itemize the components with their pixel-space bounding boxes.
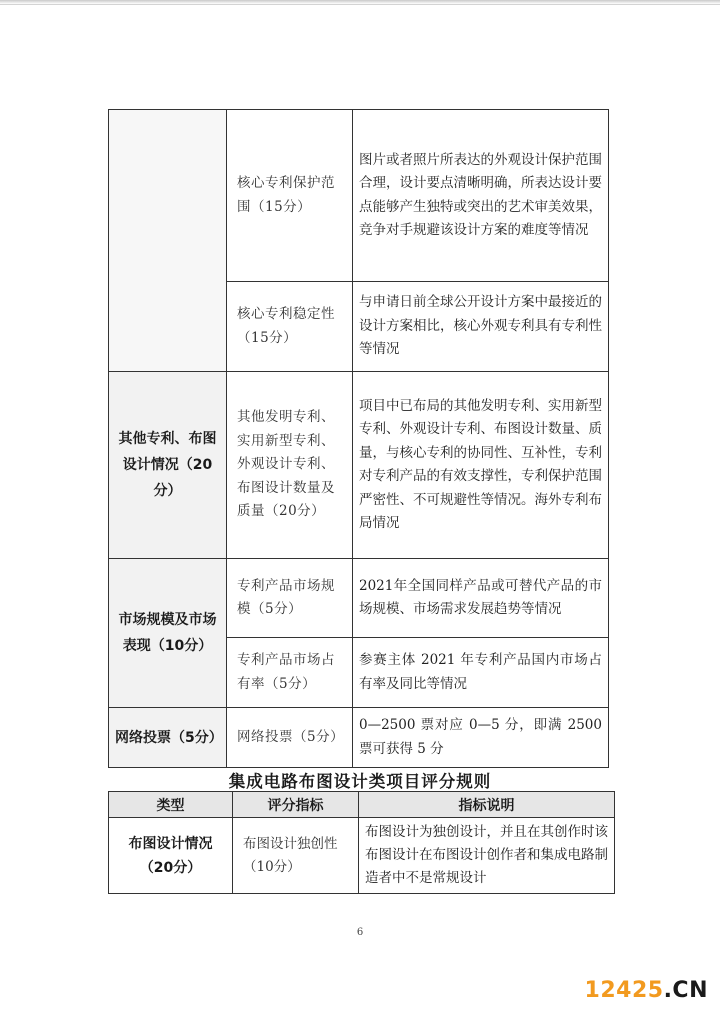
indicator-cell: 核心专利稳定性（15分） [227, 282, 353, 372]
indicator-cell: 专利产品市场占有率（5分） [227, 638, 353, 708]
section-title: 集成电路布图设计类项目评分规则 [228, 772, 492, 791]
table-row [109, 818, 615, 894]
description-cell: 布图设计为独创设计，并且在其创作时该布图设计在布图设计创作者和集成电路制造者中不是常规设计 [359, 818, 615, 894]
indicator-cell: 核心专利保护范围（15分） [227, 110, 353, 282]
description-cell: 与申请日前全球公开设计方案中最接近的设计方案相比，核心外观专利具有专利性等情况 [353, 282, 609, 372]
category-cell: 其他专利、布图设计情况（20分） [109, 372, 227, 559]
category-cell [109, 110, 227, 372]
description-cell: 0—2500 票对应 0—5 分，即满 2500 票可获得 5 分 [353, 708, 609, 768]
table-row [109, 372, 609, 559]
description-cell: 2021年全国同样产品或可替代产品的市场规模、市场需求发展趋势等情况 [353, 559, 609, 638]
category-cell: 网络投票（5分） [109, 708, 227, 768]
watermark-domain: .CN [663, 978, 708, 1003]
indicator-cell: 布图设计独创性（10分） [233, 818, 359, 894]
page-number: 6 [356, 927, 364, 938]
table-row [109, 110, 609, 282]
table-header-row [109, 792, 615, 818]
description-cell: 图片或者照片所表达的外观设计保护范围合理，设计要点清晰明确，所表达设计要点能够产生独特或突出的艺术审美效果，竞争对手规避该设计方案的难度等情况 [353, 110, 609, 282]
column-header: 指标说明 [359, 792, 615, 818]
indicator-cell: 其他发明专利、实用新型专利、外观设计专利、布图设计数量及质量（20分） [227, 372, 353, 559]
scoring-table-design-patent [108, 109, 609, 768]
column-header: 类型 [109, 792, 233, 818]
table-row [109, 559, 609, 638]
site-watermark [585, 978, 708, 1003]
category-cell: 市场规模及市场表现（10分） [109, 559, 227, 708]
category-cell: 布图设计情况（20分） [109, 818, 233, 894]
column-header: 评分指标 [233, 792, 359, 818]
top-border-fragment [0, 4, 720, 11]
scoring-table-ic-layout [108, 791, 615, 894]
description-cell: 项目中已布局的其他发明专利、实用新型专利、外观设计专利、布图设计数量、质量，与核心专利的协同性、互补性，专利对专利产品的有效支撑性，专利保护范围严密性、不可规避性等情况。海外专利布局情况 [353, 372, 609, 559]
table-row [109, 708, 609, 768]
watermark-number: 12425 [584, 978, 664, 1003]
indicator-cell: 专利产品市场规模（5分） [227, 559, 353, 638]
indicator-cell: 网络投票（5分） [227, 708, 353, 768]
description-cell: 参赛主体 2021 年专利产品国内市场占有率及同比等情况 [353, 638, 609, 708]
